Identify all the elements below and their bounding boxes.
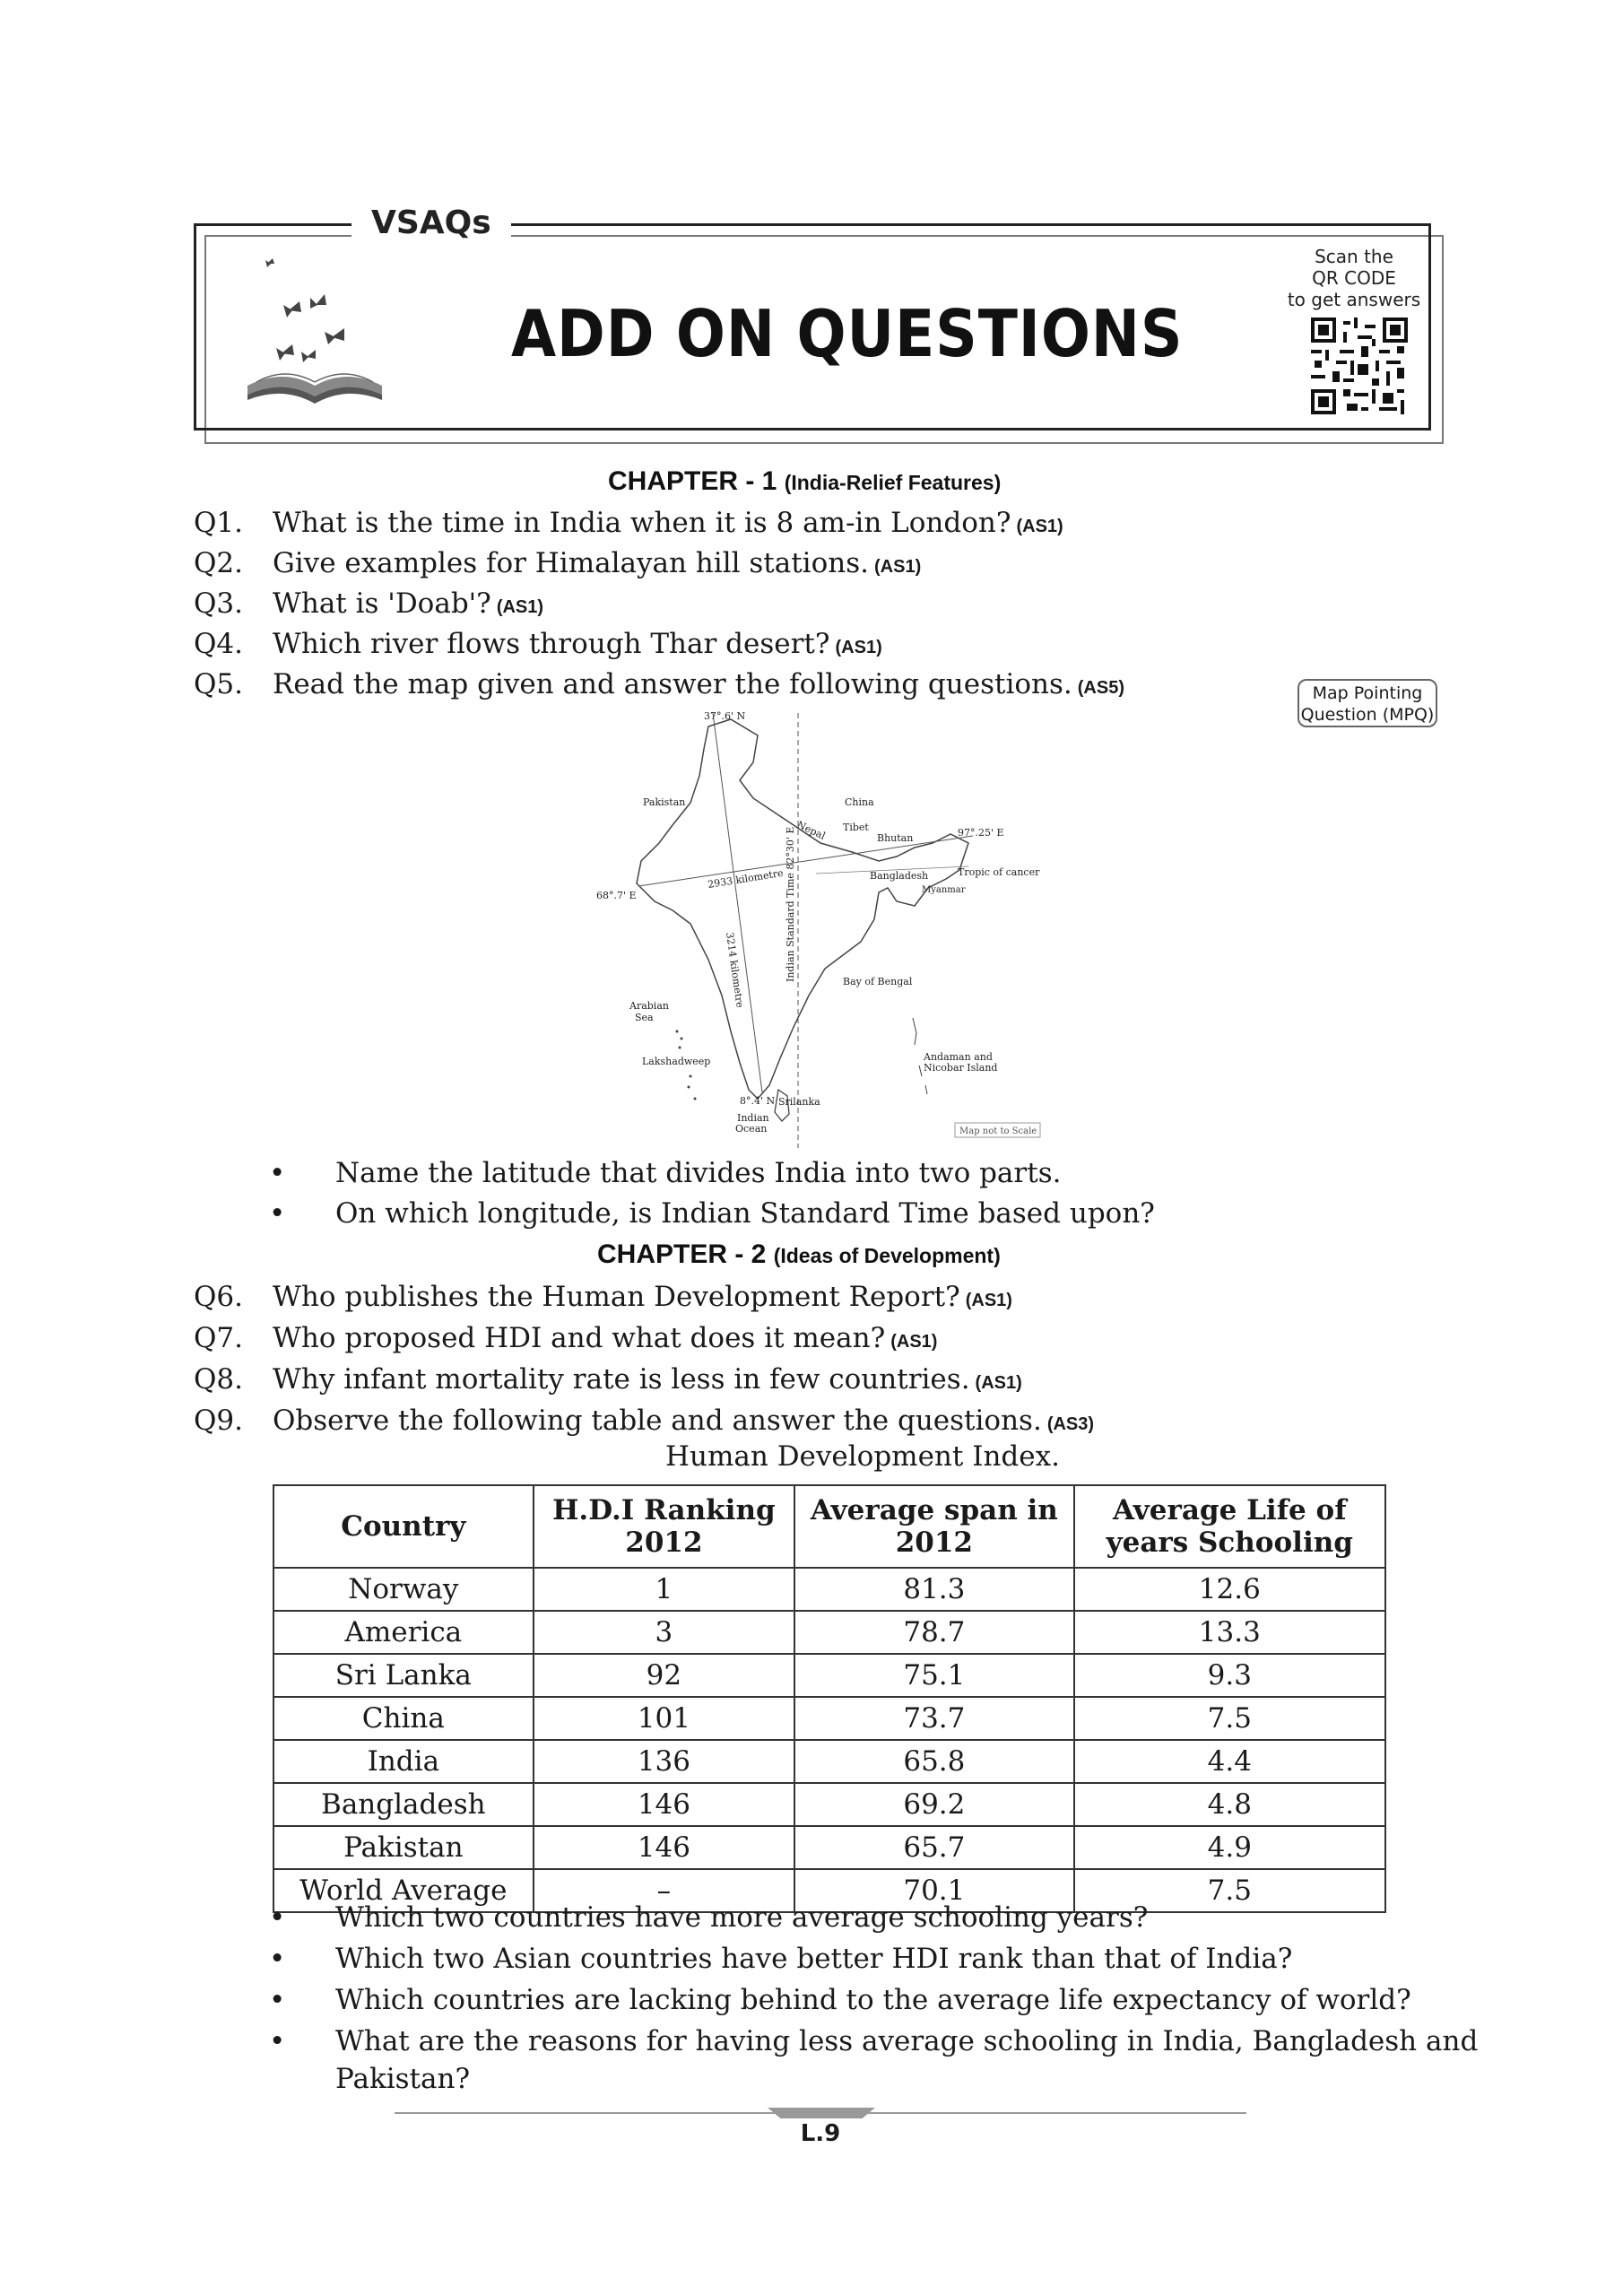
qr-text-line: to get answers	[1287, 289, 1421, 310]
question-number: Q1.	[194, 507, 243, 539]
table-cell: China	[273, 1697, 534, 1740]
qr-text-line: Scan the	[1315, 246, 1393, 267]
mpq-label-line: Question (MPQ)	[1300, 705, 1435, 725]
india-map	[574, 700, 1076, 1148]
question-number: Q2.	[194, 547, 243, 579]
question-number: Q3.	[194, 587, 243, 620]
page-title: ADD ON QUESTIONS	[511, 296, 1184, 371]
question-number: Q7.	[194, 1322, 243, 1354]
question-number: Q4.	[194, 628, 243, 660]
table-cell: 101	[534, 1697, 795, 1740]
question-text: Give examples for Himalayan hill stations. (AS1)	[273, 547, 922, 579]
map-label-myanmar: Myanmar	[922, 885, 966, 895]
map-label-nepal: Nepal	[794, 818, 828, 842]
map-scale-note: Map not to Scale	[959, 1126, 1037, 1136]
bullet-icon: •	[269, 2025, 286, 2057]
table-cell: Pakistan	[273, 1826, 534, 1869]
question-text: Who proposed HDI and what does it mean? (AS1)	[273, 1322, 938, 1354]
assessment-tag: (AS1)	[496, 597, 544, 617]
table-row	[273, 1783, 1385, 1826]
assessment-tag: (AS1)	[965, 1291, 1012, 1310]
question-text: Read the map given and answer the following questions. (AS5)	[273, 668, 1124, 700]
table-cell: 13.3	[1074, 1611, 1385, 1654]
chapter-subtitle: (India-Relief Features)	[784, 471, 1002, 494]
map-label-pakistan: Pakistan	[643, 796, 686, 808]
table-cell: 92	[534, 1654, 795, 1697]
table-cell: World Average	[273, 1869, 534, 1912]
question-text: Why infant mortality rate is less in few countries. (AS1)	[273, 1363, 1022, 1396]
table-row	[273, 1568, 1385, 1611]
map-label-north: 37°.6' N	[704, 710, 746, 722]
chapter-heading-text: CHAPTER - 2	[597, 1239, 767, 1269]
map-label-east: 97°.25' E	[958, 827, 1004, 839]
map-label-lakshadweep: Lakshadweep	[642, 1056, 711, 1067]
table-row	[273, 1654, 1385, 1697]
question-number: Q9.	[194, 1405, 243, 1437]
table-cell: India	[273, 1740, 534, 1783]
table-row	[273, 1611, 1385, 1654]
bullet-text: Name the latitude that divides India into two parts.	[335, 1157, 1062, 1189]
question-text: Who publishes the Human Development Report? (AS1)	[273, 1281, 1012, 1313]
column-header: Country	[273, 1485, 534, 1568]
question-text: Observe the following table and answer the questions. (AS3)	[273, 1405, 1095, 1437]
footer-tab	[768, 2108, 875, 2118]
assessment-tag: (AS1)	[890, 1332, 938, 1352]
qr-text-line: QR CODE	[1312, 267, 1396, 289]
table-caption: Human Development Index.	[665, 1440, 1060, 1473]
table-cell: 146	[534, 1826, 795, 1869]
map-label-arabian-sea: Sea	[635, 1012, 654, 1023]
question-text: What is 'Doab'? (AS1)	[273, 587, 544, 620]
table-cell: Norway	[273, 1568, 534, 1611]
question-number: Q8.	[194, 1363, 243, 1396]
india-outline	[637, 719, 968, 1099]
assessment-tag: (AS1)	[874, 557, 922, 577]
mpq-badge	[1298, 679, 1437, 727]
map-label-west: 68°.7' E	[596, 890, 637, 901]
assessment-tag: (AS5)	[1077, 678, 1124, 698]
column-header: Average Life of years Schooling	[1074, 1485, 1385, 1568]
qr-code-icon[interactable]	[1311, 317, 1408, 414]
table-row	[273, 1697, 1385, 1740]
bullet-icon: •	[269, 1984, 286, 2016]
assessment-tag: (AS3)	[1046, 1414, 1095, 1434]
map-label-tibet: Tibet	[843, 822, 869, 833]
table-cell: 136	[534, 1740, 795, 1783]
section-tag: VSAQs	[352, 204, 511, 241]
map-label-srilanka: Srilanka	[778, 1096, 820, 1108]
bullet-text: Which countries are lacking behind to the average life expectancy of world?	[335, 1984, 1411, 2016]
map-label-tropic: Tropic of cancer	[958, 866, 1040, 878]
map-label-bay-of-bengal: Bay of Bengal	[843, 976, 913, 987]
question-text: Which river flows through Thar desert? (AS1)	[273, 628, 882, 660]
bullet-text-continued: Pakistan?	[335, 2063, 471, 2095]
map-label-ew-distance: 2933 kilometre	[707, 866, 785, 891]
table-cell: 3	[534, 1611, 795, 1654]
bullet-icon: •	[269, 1197, 286, 1230]
table-cell: 12.6	[1074, 1568, 1385, 1611]
map-label-andaman: Nicobar Island	[924, 1062, 998, 1074]
map-label-bangladesh: Bangladesh	[870, 870, 929, 882]
assessment-tag: (AS1)	[1016, 517, 1063, 536]
table-cell: 65.7	[794, 1826, 1073, 1869]
map-label-ist: Indian Standard Time 82°30' E	[785, 826, 796, 982]
map-label-indian-ocean: Indian	[737, 1112, 769, 1124]
bullet-icon: •	[269, 1901, 286, 1934]
bullet-text: Which two countries have more average schooling years?	[335, 1901, 1149, 1934]
table-cell: 81.3	[794, 1568, 1073, 1611]
assessment-tag: (AS1)	[835, 638, 882, 657]
question-number: Q6.	[194, 1281, 243, 1313]
table-header-row	[273, 1485, 1385, 1568]
assessment-tag: (AS1)	[975, 1373, 1022, 1393]
table-cell: Bangladesh	[273, 1783, 534, 1826]
table-cell: 7.5	[1074, 1697, 1385, 1740]
table-cell: 7.5	[1074, 1869, 1385, 1912]
table-row	[273, 1740, 1385, 1783]
table-cell: 65.8	[794, 1740, 1073, 1783]
table-cell: 9.3	[1074, 1654, 1385, 1697]
hdi-table	[273, 1484, 1386, 1913]
map-label-ns-distance: 3214 kilometre	[724, 931, 746, 1009]
mpq-label-line: Map Pointing	[1312, 683, 1423, 703]
table-cell: 146	[534, 1783, 795, 1826]
column-header: H.D.I Ranking 2012	[534, 1485, 795, 1568]
map-label-bhutan: Bhutan	[877, 832, 914, 844]
bullet-icon: •	[269, 1157, 286, 1189]
bullet-icon: •	[269, 1943, 286, 1975]
table-cell: 70.1	[794, 1869, 1073, 1912]
table-cell: America	[273, 1611, 534, 1654]
table-cell: 75.1	[794, 1654, 1073, 1697]
table-cell: 78.7	[794, 1611, 1073, 1654]
table-cell: 73.7	[794, 1697, 1073, 1740]
table-cell: 4.4	[1074, 1740, 1385, 1783]
table-row	[273, 1826, 1385, 1869]
chapter-1-heading	[608, 466, 1001, 497]
map-label-andaman: Andaman and	[924, 1051, 993, 1063]
bullet-text: What are the reasons for having less average schooling in India, Bangladesh and	[335, 2025, 1479, 2057]
table-cell: 69.2	[794, 1783, 1073, 1826]
map-label-arabian-sea: Arabian	[629, 1000, 669, 1012]
chapter-subtitle: (Ideas of Development)	[773, 1244, 1001, 1267]
table-cell: Sri Lanka	[273, 1654, 534, 1697]
column-header: Average span in 2012	[794, 1485, 1073, 1568]
bullet-text: On which longitude, is Indian Standard Time based upon?	[335, 1197, 1155, 1230]
map-label-china: China	[845, 796, 874, 808]
bullet-text: Which two Asian countries have better HDI rank than that of India?	[335, 1943, 1293, 1975]
chapter-2-heading	[597, 1239, 1001, 1270]
qr-instruction	[1282, 246, 1426, 310]
book-butterflies-icon	[239, 251, 391, 413]
page-number: L.9	[800, 2120, 841, 2147]
table-cell: –	[534, 1869, 795, 1912]
table-cell: 1	[534, 1568, 795, 1611]
chapter-heading-text: CHAPTER - 1	[608, 466, 777, 496]
map-label-indian-ocean: Ocean	[735, 1123, 768, 1135]
question-number: Q5.	[194, 668, 243, 700]
table-cell: 4.8	[1074, 1783, 1385, 1826]
question-text: What is the time in India when it is 8 am-in London? (AS1)	[273, 507, 1063, 539]
table-cell: 4.9	[1074, 1826, 1385, 1869]
map-label-south: 8°.4' N	[740, 1095, 776, 1107]
